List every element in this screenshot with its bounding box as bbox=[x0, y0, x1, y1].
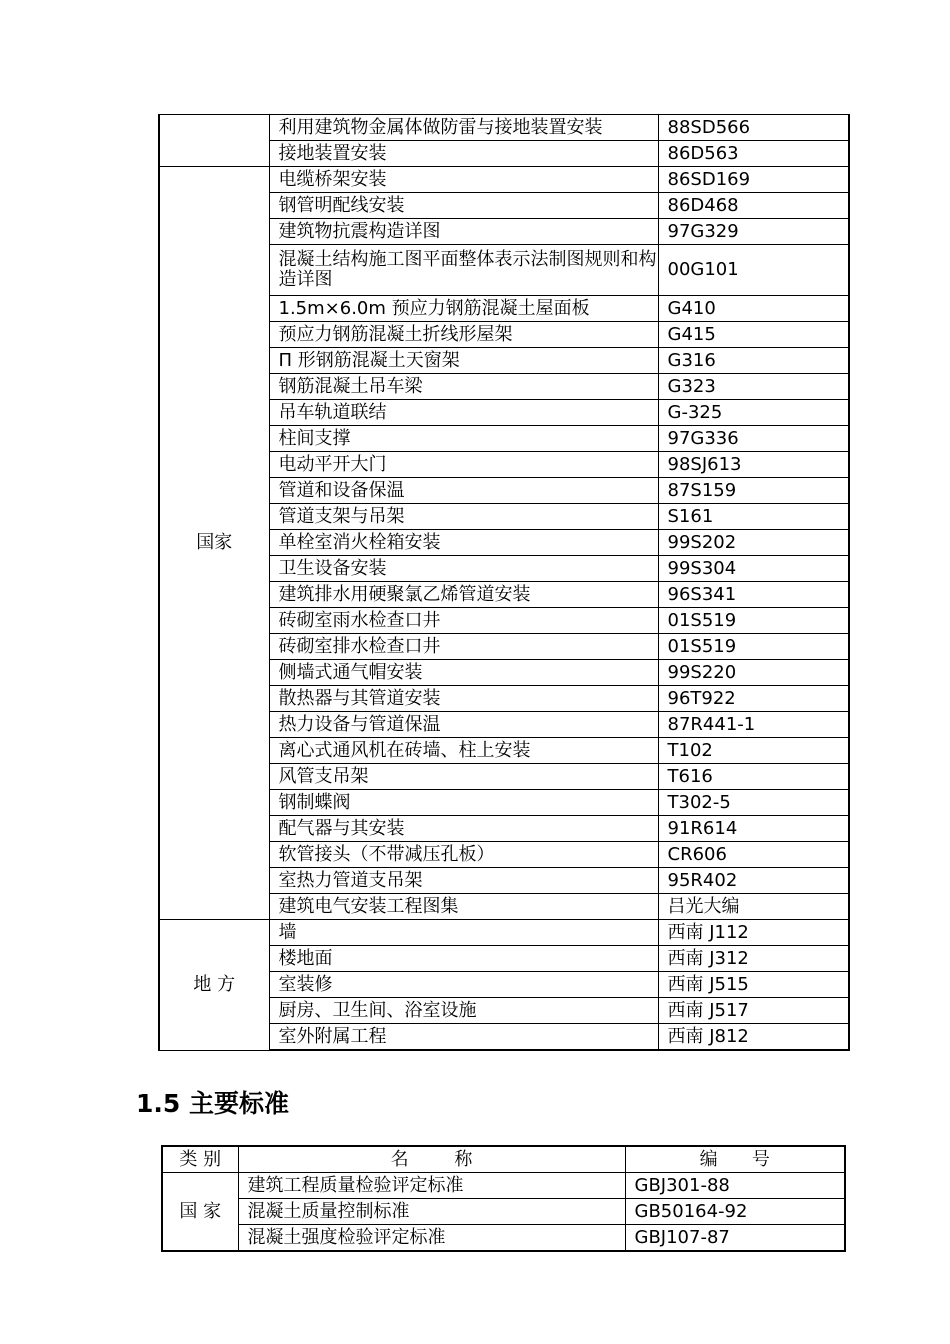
atlas-code: 87R441-1 bbox=[658, 712, 849, 738]
table-header-row bbox=[162, 1146, 845, 1173]
atlas-code: 88SD566 bbox=[658, 115, 849, 141]
standard-name: 建筑工程质量检验评定标准 bbox=[238, 1173, 625, 1199]
atlas-code: 吕光大编 bbox=[658, 894, 849, 920]
atlas-code: 86D563 bbox=[658, 141, 849, 167]
atlas-code: T302-5 bbox=[658, 790, 849, 816]
header-category: 类 别 bbox=[162, 1146, 238, 1173]
atlas-name: 热力设备与管道保温 bbox=[269, 712, 658, 738]
atlas-name: 单栓室消火栓箱安装 bbox=[269, 530, 658, 556]
atlas-name: 厨房、卫生间、浴室设施 bbox=[269, 998, 658, 1024]
atlas-name: 砖砌室雨水检查口井 bbox=[269, 608, 658, 634]
atlas-code: G410 bbox=[658, 296, 849, 322]
table-row bbox=[159, 920, 849, 946]
atlas-code: T102 bbox=[658, 738, 849, 764]
atlas-name: 卫生设备安装 bbox=[269, 556, 658, 582]
category-national: 国 家 bbox=[162, 1173, 238, 1252]
atlas-code: 99S220 bbox=[658, 660, 849, 686]
atlas-code: T616 bbox=[658, 764, 849, 790]
atlas-code: G323 bbox=[658, 374, 849, 400]
atlas-code: 98SJ613 bbox=[658, 452, 849, 478]
atlas-code: G316 bbox=[658, 348, 849, 374]
atlas-code: 97G336 bbox=[658, 426, 849, 452]
atlas-name: 建筑排水用硬聚氯乙烯管道安装 bbox=[269, 582, 658, 608]
category-local: 地 方 bbox=[159, 920, 269, 1051]
atlas-name: 1.5m×6.0m 预应力钢筋混凝土屋面板 bbox=[269, 296, 658, 322]
category-cell-empty bbox=[159, 115, 269, 167]
atlas-name: 室装修 bbox=[269, 972, 658, 998]
section-heading: 1.5 主要标准 bbox=[136, 1089, 289, 1118]
atlas-code: 西南 J112 bbox=[658, 920, 849, 946]
atlas-code: 87S159 bbox=[658, 478, 849, 504]
atlas-code: 99S304 bbox=[658, 556, 849, 582]
standard-code: GBJ301-88 bbox=[625, 1173, 845, 1199]
atlas-name: 柱间支撑 bbox=[269, 426, 658, 452]
standard-name: 混凝土质量控制标准 bbox=[238, 1199, 625, 1225]
standard-code: GBJ107-87 bbox=[625, 1225, 845, 1252]
atlas-name: 钢制蝶阀 bbox=[269, 790, 658, 816]
atlas-name: 散热器与其管道安装 bbox=[269, 686, 658, 712]
atlas-name: 利用建筑物金属体做防雷与接地装置安装 bbox=[269, 115, 658, 141]
header-name: 名 称 bbox=[238, 1146, 625, 1173]
category-national: 国家 bbox=[159, 167, 269, 920]
atlas-name: 钢管明配线安装 bbox=[269, 193, 658, 219]
header-code: 编 号 bbox=[625, 1146, 845, 1173]
standard-name: 混凝土强度检验评定标准 bbox=[238, 1225, 625, 1252]
atlas-name: 建筑物抗震构造详图 bbox=[269, 219, 658, 245]
atlas-name: 室热力管道支吊架 bbox=[269, 868, 658, 894]
atlas-code: 99S202 bbox=[658, 530, 849, 556]
atlas-code: 86D468 bbox=[658, 193, 849, 219]
atlas-code: 西南 J312 bbox=[658, 946, 849, 972]
atlas-name: 管道和设备保温 bbox=[269, 478, 658, 504]
atlas-code: 西南 J812 bbox=[658, 1024, 849, 1051]
atlas-name: 接地装置安装 bbox=[269, 141, 658, 167]
atlas-code: 西南 J515 bbox=[658, 972, 849, 998]
atlas-name: 软管接头（不带减压孔板） bbox=[269, 842, 658, 868]
table-row bbox=[159, 115, 849, 141]
atlas-name: 电缆桥架安装 bbox=[269, 167, 658, 193]
atlas-code: S161 bbox=[658, 504, 849, 530]
atlas-name: 建筑电气安装工程图集 bbox=[269, 894, 658, 920]
atlas-code: G-325 bbox=[658, 400, 849, 426]
atlas-code: 00G101 bbox=[658, 245, 849, 296]
atlas-name: 管道支架与吊架 bbox=[269, 504, 658, 530]
atlas-table bbox=[158, 114, 850, 1051]
atlas-name: 预应力钢筋混凝土折线形屋架 bbox=[269, 322, 658, 348]
atlas-name: 离心式通风机在砖墙、柱上安装 bbox=[269, 738, 658, 764]
atlas-code: 97G329 bbox=[658, 219, 849, 245]
atlas-name: 墙 bbox=[269, 920, 658, 946]
atlas-code: G415 bbox=[658, 322, 849, 348]
atlas-code: 86SD169 bbox=[658, 167, 849, 193]
atlas-name: 侧墙式通气帽安装 bbox=[269, 660, 658, 686]
atlas-name: 室外附属工程 bbox=[269, 1024, 658, 1051]
atlas-code: 01S519 bbox=[658, 608, 849, 634]
atlas-name: 风管支吊架 bbox=[269, 764, 658, 790]
table-row bbox=[162, 1199, 845, 1225]
standard-code: GB50164-92 bbox=[625, 1199, 845, 1225]
table-row bbox=[159, 167, 849, 193]
atlas-name: 楼地面 bbox=[269, 946, 658, 972]
standards-table bbox=[161, 1145, 846, 1252]
atlas-name: 吊车轨道联结 bbox=[269, 400, 658, 426]
table-row bbox=[162, 1173, 845, 1199]
atlas-code: CR606 bbox=[658, 842, 849, 868]
atlas-code: 95R402 bbox=[658, 868, 849, 894]
atlas-code: 96S341 bbox=[658, 582, 849, 608]
atlas-code: 96T922 bbox=[658, 686, 849, 712]
atlas-name: 配气器与其安装 bbox=[269, 816, 658, 842]
atlas-name: 电动平开大门 bbox=[269, 452, 658, 478]
atlas-name: 砖砌室排水检查口井 bbox=[269, 634, 658, 660]
atlas-name: 混凝土结构施工图平面整体表示法制图规则和构造详图 bbox=[269, 245, 658, 296]
atlas-code: 西南 J517 bbox=[658, 998, 849, 1024]
atlas-name: 钢筋混凝土吊车梁 bbox=[269, 374, 658, 400]
atlas-code: 91R614 bbox=[658, 816, 849, 842]
atlas-name: Π 形钢筋混凝土天窗架 bbox=[269, 348, 658, 374]
atlas-code: 01S519 bbox=[658, 634, 849, 660]
table-row bbox=[162, 1225, 845, 1252]
